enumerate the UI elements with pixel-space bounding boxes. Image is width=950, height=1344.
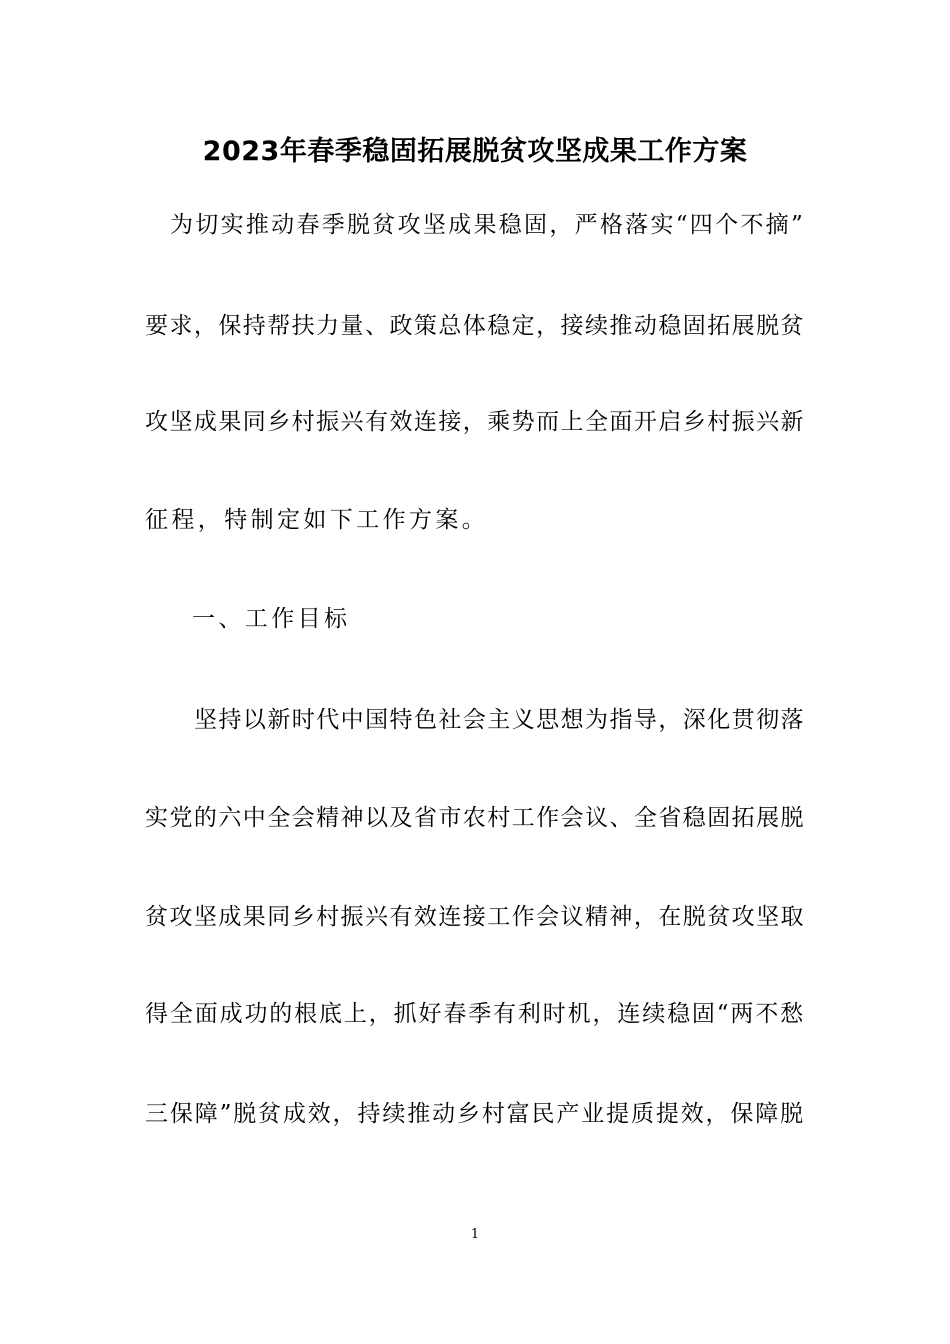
paragraph-2-line-5: 三保障”脱贫成效，持续推动乡村富民产业提质提效，保障脱 bbox=[145, 1101, 805, 1127]
document-title: 2023年春季稳固拓展脱贫攻坚成果工作方案 bbox=[202, 136, 748, 167]
paragraph-1-line-2: 要求，保持帮扶力量、政策总体稳定，接续推动稳固拓展脱贫 bbox=[145, 313, 805, 339]
paragraph-1-line-1: 为切实推动春季脱贫攻坚成果稳固，严格落实“四个不摘” bbox=[170, 212, 805, 238]
paragraph-2-line-1: 坚持以新时代中国特色社会主义思想为指导，深化贯彻落 bbox=[194, 707, 805, 733]
section-heading-work-goals: 一、工作目标 bbox=[192, 606, 351, 632]
page-number: 1 bbox=[470, 1227, 480, 1242]
paragraph-1-line-4: 征程，特制定如下工作方案。 bbox=[145, 507, 489, 533]
paragraph-2-line-2: 实党的六中全会精神以及省市农村工作会议、全省稳固拓展脱 bbox=[145, 805, 805, 831]
paragraph-2-line-3: 贫攻坚成果同乡村振兴有效连接工作会议精神，在脱贫攻坚取 bbox=[145, 904, 805, 930]
paragraph-1-line-3: 攻坚成果同乡村振兴有效连接，乘势而上全面开启乡村振兴新 bbox=[145, 409, 805, 435]
paragraph-2-line-4: 得全面成功的根底上，抓好春季有利时机，连续稳固“两不愁 bbox=[145, 1001, 805, 1027]
